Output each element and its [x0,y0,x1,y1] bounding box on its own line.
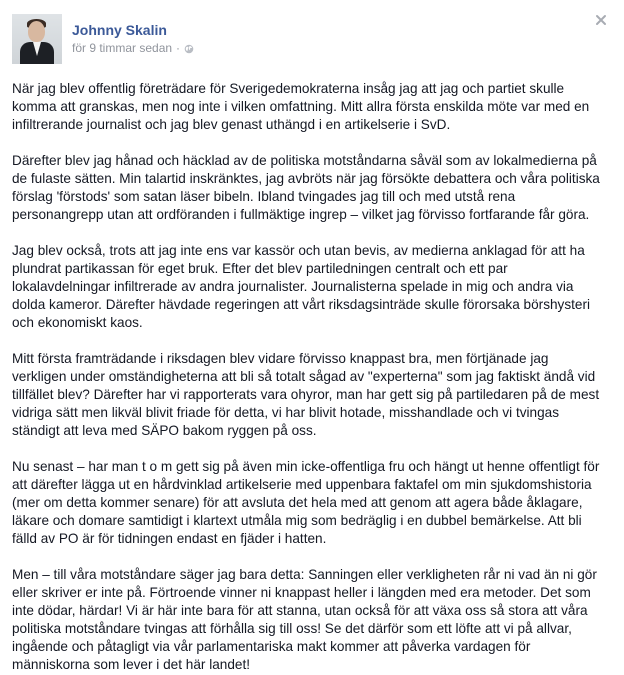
post-paragraph: Jag blev också, trots att jag inte ens var kassör och utan bevis, av medierna anklagad för att ha plundrat partikassan för eget bruk. Efter det blev partiledningen centralt och ett par lokalavdelningar infiltrerade av andra journalister. Journalisterna spelade in mig och andra via dolda kameror. Därefter hävdade regeringen att vårt riksdagsinträde skulle förorsaka börshysteri och ekonomiskt kaos. [12,243,591,330]
post-paragraph: Men – till våra motståndare säger jag bara detta: Sanningen eller verkligheten rår ni vad än ni gör eller skriver er inte på. Förtroende vinner ni knappast heller i längden med era metoder. Det som inte dödar, härdar! Vi är här inte bara för att stanna, utan också för att växa oss så stora att våra politiska motståndare tvingas att förhålla sig till oss! Se det därför som ett löfte att vi på allvar, ingående och påtagligt via vår parlamentariska makt kommer att påverka vardagen för människorna som lever i det här landet! [12,567,597,672]
close-icon[interactable] [594,14,608,28]
post-paragraph: Därefter blev jag hånad och häcklad av de politiska motståndarna såväl som av lokalmedierna på de fulaste sätten. Min talartid inskränktes, jag avbröts när jag försökte debattera och våra politiska förslag 'förstods' som satan läser bibeln. Ibland tvingades jag till och med utstå rena personangrepp utan att ordföranden i fullmäktige ingrep – vilket jag förvisso fortfarande får göra. [12,153,600,222]
meta-separator: · [176,41,181,55]
post-meta [72,41,194,55]
post-header [12,14,572,66]
timestamp[interactable]: för 9 timmar sedan [72,41,173,55]
post-paragraph: Nu senast – har man t o m gett sig på även min icke-offentliga fru och hängt ut henne offentligt för att därefter lägga ut en hårdvinklad artikelserie med uppenbara faktafel om min sjukdomshistoria (mer om detta kommer senare) för att avsluta det hela med att genom att agera både åklagare, läkare och domare samtidigt i klartext utmåla mig som bedräglig i en dubbel bemärkelse. Att bli fälld av PO är för tidningen endast en fjäder i hatten. [12,459,600,546]
avatar[interactable] [12,14,62,64]
globe-icon[interactable] [184,43,194,53]
post-paragraph: Mitt första framträdande i riksdagen blev vidare förvisso knappast bra, men förtjänade jag verkligen under omständigheterna att bli så totalt sågad av "experterna" som jag faktiskt ändå vid tillfället blev? Därefter har vi rapporterats vara ohyror, man har gett sig på partiledaren på de mest vidriga sätt men likväl blivit friade för detta, vi har blivit hotade, misshandlade och vi tvingas ständigt att leva med SÄPO bakom ryggen på oss. [12,351,600,438]
post-body [12,80,602,674]
author-name[interactable]: Johnny Skalin [72,22,167,38]
post-paragraph: När jag blev offentlig företrädare för Sverigedemokraterna insåg jag att jag och partiet skulle komma att granskas, men nog inte i vilken omfattning. Mitt allra första enskilda möte var med en infiltrerande journalist och jag blev genast uthängd i en artikelserie i SvD. [12,81,590,132]
